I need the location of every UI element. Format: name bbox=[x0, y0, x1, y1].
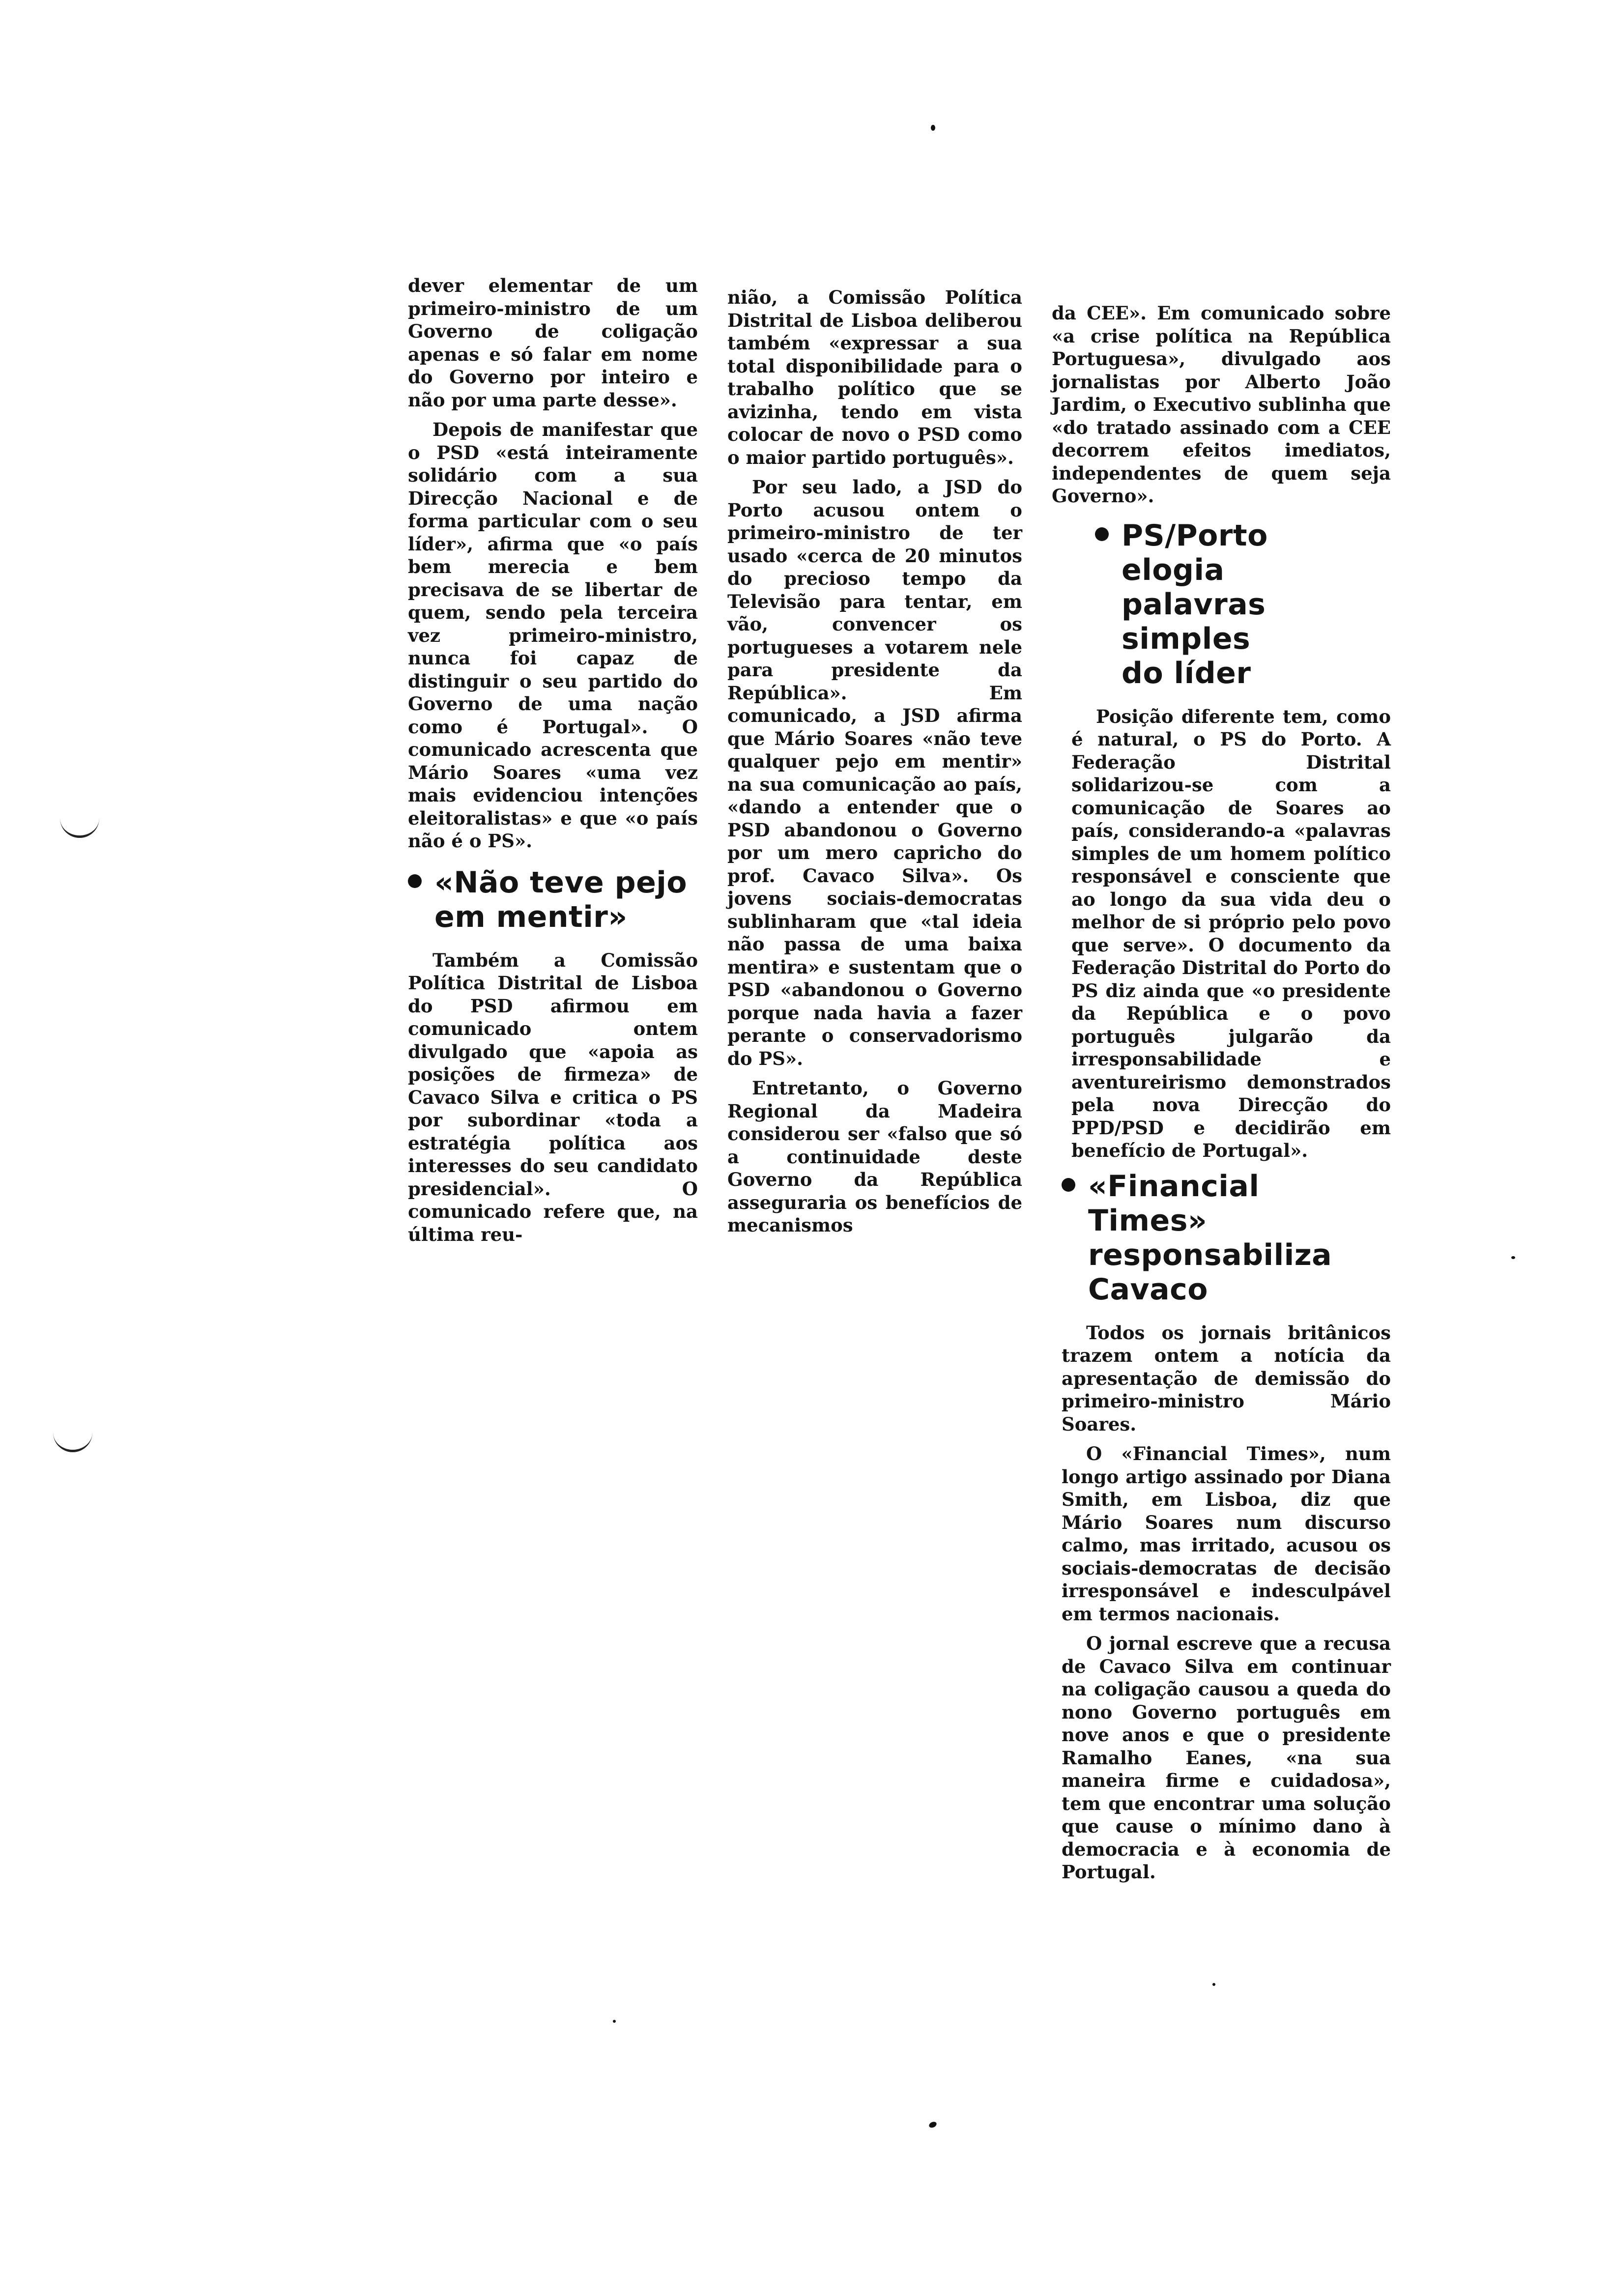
bullet-icon bbox=[1095, 527, 1109, 541]
article-column-1 bbox=[408, 274, 698, 1253]
scan-speck bbox=[1212, 1983, 1215, 1986]
paragraph: Todos os jornais britânicos trazem ontem a notícia da apresentação de demissão do primeiro-ministro Mário Soares. bbox=[1062, 1321, 1391, 1435]
article-column-3 bbox=[1052, 302, 1391, 1891]
article-body bbox=[1052, 1321, 1391, 1884]
paragraph: da CEE». Em comunicado sobre «a crise política na República Portuguesa», divulgado aos jornalistas por Alberto João Jardim, o Executivo sublinha que «do tratado assinado com a CEE decorrem efeitos imediatos, independentes de quem seja Governo». bbox=[1052, 302, 1391, 507]
binder-hole-mark bbox=[60, 816, 99, 838]
scan-speck bbox=[613, 2020, 616, 2023]
scan-speck bbox=[1511, 1256, 1515, 1259]
scan-speck bbox=[931, 125, 935, 131]
bullet-icon bbox=[408, 874, 422, 888]
paragraph: Depois de manifestar que o PSD «está inteiramente solidário com a sua Direcção Nacional e de forma particular com o seu líder», afirma que «o país bem merecia e bem precisava de se libertar de quem, sendo pela terceira vez primeiro-ministro, nunca foi capaz de distinguir o seu partido do Governo de uma nação como é Portugal». O comunicado acrescenta que Mário Soares «uma vez mais evidenciou intenções eleitoralistas» e que «o país não é o PS». bbox=[408, 419, 698, 852]
article-column-2 bbox=[727, 286, 1022, 1244]
section-heading: «Financial Times» responsabiliza Cavaco bbox=[1052, 1169, 1391, 1307]
scan-speck bbox=[928, 2121, 937, 2129]
paragraph: Por seu lado, a JSD do Porto acusou ontem o primeiro-ministro de ter usado «cerca de 20 minutos do precioso tempo da Televisão para tentar, em vão, convencer os portugueses a votarem nele para presidente da República». Em comunicado, a JSD afirma que Mário Soares «não teve qualquer pejo em mentir» na sua comunicação ao país, «dando a entender que o PSD abandonou o Governo por um mero capricho do prof. Cavaco Silva». Os jovens sociais-democratas sublinharam que «tal ideia não passa de uma baixa mentira» e sustentam que o PSD «abandonou o Governo porque nada havia a fazer perante o conservadorismo do PS». bbox=[727, 476, 1022, 1069]
paragraph: Entretanto, o Governo Regional da Madeira considerou ser «falso que só a continuidade deste Governo da República asseguraria os benefícios de mecanismos bbox=[727, 1077, 1022, 1236]
bullet-icon bbox=[1062, 1178, 1075, 1192]
paragraph: O jornal escreve que a recusa de Cavaco Silva em continuar na coligação causou a queda do nono Governo português em nove anos e que o presidente Ramalho Eanes, «na sua maneira firme e cuidadosa», tem que encontrar uma solução que cause o mínimo dano à democracia e à economia de Portugal. bbox=[1062, 1633, 1391, 1883]
paragraph: dever elementar de um primeiro-ministro de um Governo de coligação apenas e só falar em nome do Governo por inteiro e não por uma parte desse». bbox=[408, 275, 698, 411]
paragraph: Posição diferente tem, como é natural, o PS do Porto. A Federação Distrital solidarizou-se com a comunicação de Soares ao país, considerando-a «palavras simples de um homem político responsável e consciente que ao longo da sua vida deu o melhor de si próprio pelo povo que serve». O documento da Federação Distrital do Porto do PS diz ainda que «o presidente da República e o povo português julgarão da irresponsabilidade e aventureirismo demonstrados pela nova Direcção do PPD/PSD e decidirão em benefício de Portugal». bbox=[1071, 705, 1391, 1161]
section-heading: «Não teve pejo em mentir» bbox=[408, 865, 698, 934]
section-heading: PS/Porto elogia palavras simples do líder bbox=[1052, 518, 1391, 690]
paragraph: nião, a Comissão Política Distrital de Lisboa deliberou também «expressar a sua total disponibilidade para o trabalho político que se avizinha, tendo em vista colocar de novo o PSD como o maior partido português». bbox=[727, 287, 1022, 468]
paragraph: O «Financial Times», num longo artigo assinado por Diana Smith, em Lisboa, diz que Mário Soares num discurso calmo, mas irritado, acusou os sociais-democratas de decisão irresponsável e indesculpável em termos nacionais. bbox=[1062, 1443, 1391, 1625]
binder-hole-mark bbox=[53, 1430, 92, 1452]
paragraph: Também a Comissão Política Distrital de Lisboa do PSD afirmou em comunicado ontem divulgado que «apoia as posições de firmeza» de Cavaco Silva e critica o PS por subordinar «toda a estratégia política aos interesses do seu candidato presidencial». O comunicado refere que, na última reu- bbox=[408, 949, 698, 1245]
